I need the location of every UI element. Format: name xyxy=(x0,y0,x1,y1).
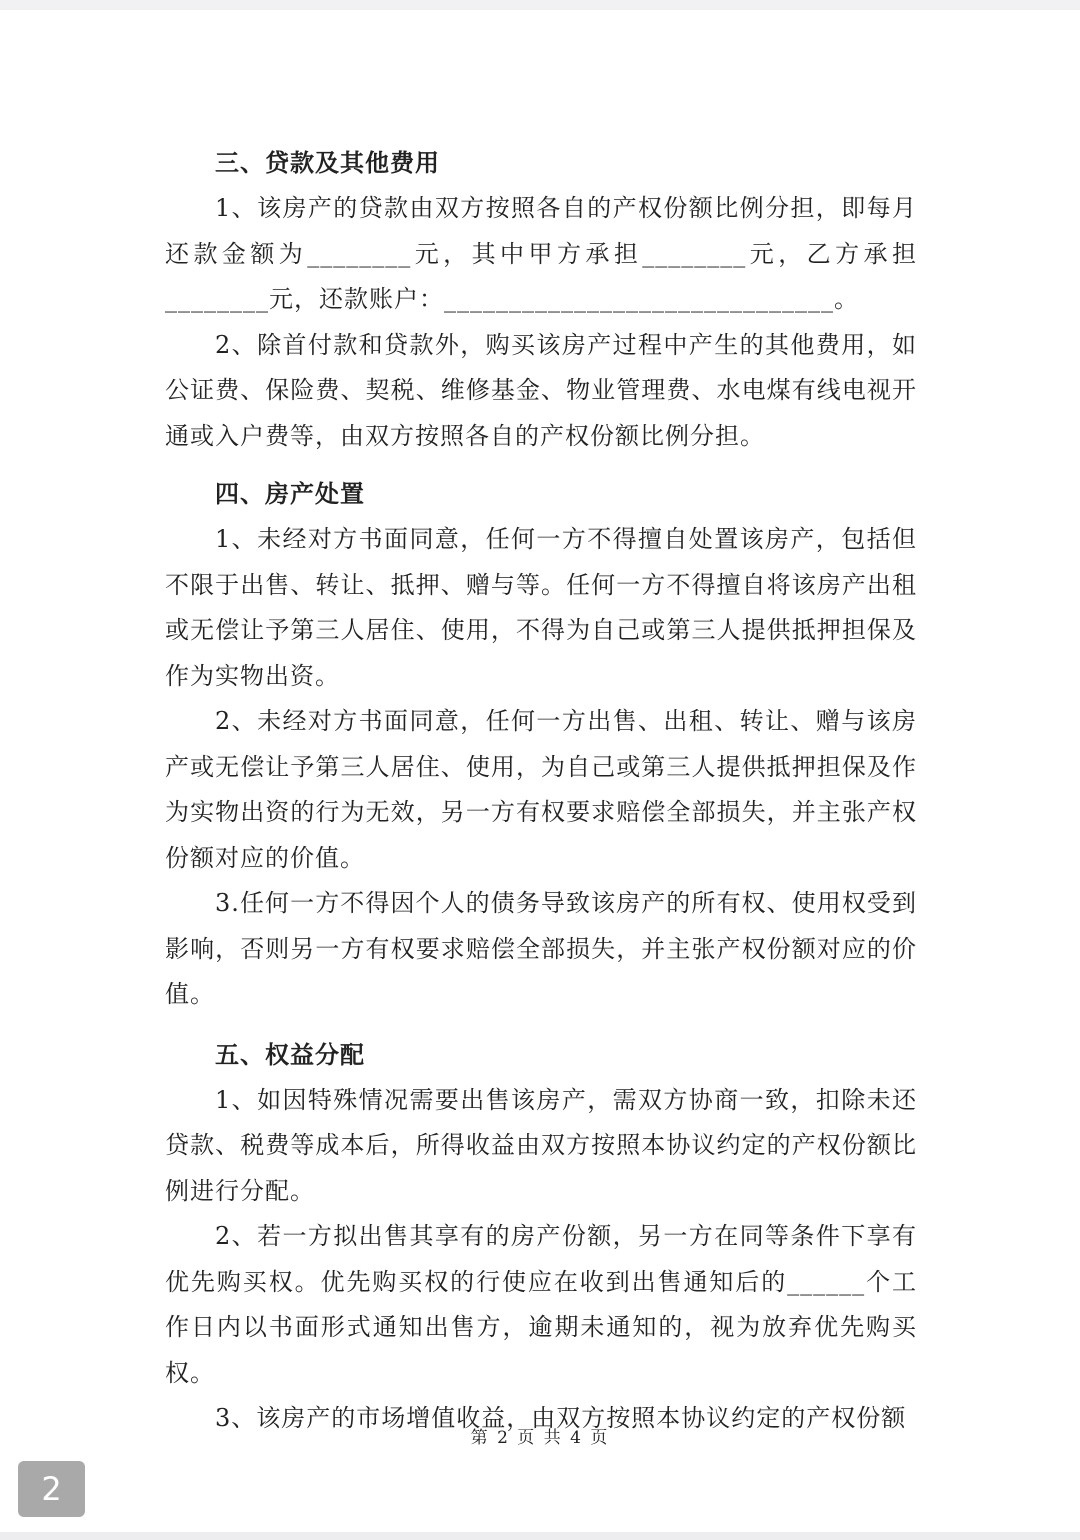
clause-paragraph: 1、如因特殊情况需要出售该房产，需双方协商一致，扣除未还贷款、税费等成本后，所得收益由双方按照本协议约定的产权份额比例进行分配。 xyxy=(165,1085,917,1205)
section-property-disposal xyxy=(165,471,917,1018)
clause-paragraph: 1、未经对方书面同意，任何一方不得擅自处置该房产，包括但不限于出售、转让、抵押、赠与等。任何一方不得擅自将该房产出租或无偿让予第三人居住、使用，不得为自己或第三人提供抵押担保及作为实物出资。 xyxy=(165,525,917,690)
document-page xyxy=(165,140,917,1442)
clause-paragraph: 2、若一方拟出售其享有的房产份额，另一方在同等条件下享有优先购买权。优先购买权的行使应在收到出售通知后的______个工作日内以书面形式通知出售方，逾期未通知的，视为放弃优先购买权。 xyxy=(165,1222,917,1387)
clause-paragraph: 3.任何一方不得因个人的债务导致该房产的所有权、使用权受到影响，否则另一方有权要求赔偿全部损失，并主张产权份额对应的价值。 xyxy=(165,889,917,1008)
clause-paragraph: 2、未经对方书面同意，任何一方出售、出租、转让、赠与该房产或无偿让予第三人居住、使用，为自己或第三人提供抵押担保及作为实物出资的行为无效，另一方有权要求赔偿全部损失，并主张产权份额对应的价值。 xyxy=(165,707,917,872)
clause-paragraph: 1、该房产的贷款由双方按照各自的产权份额比例分担，即每月还款金额为________元，其中甲方承担________元，乙方承担________元，还款账户：______________________________。 xyxy=(165,194,917,313)
section-heading: 五、权益分配 xyxy=(215,1039,365,1069)
clause-paragraph: 2、除首付款和贷款外，购买该房产过程中产生的其他费用，如公证费、保险费、契税、维修基金、物业管理费、水电煤有线电视开通或入户费等，由双方按照各自的产权份额比例分担。 xyxy=(165,330,917,450)
viewer-bottom-bar xyxy=(0,1532,1080,1540)
viewer-top-bar xyxy=(0,0,1080,10)
section-heading: 三、贷款及其他费用 xyxy=(215,148,440,177)
page-number-badge[interactable]: 2 xyxy=(18,1461,85,1517)
clause-paragraph: 3、该房产的市场增值收益，由双方按照本协议约定的产权份额 xyxy=(215,1404,907,1432)
page-footer: 第 2 页 共 4 页 xyxy=(470,1428,610,1448)
section-loan-and-fees xyxy=(165,140,917,459)
section-profit-distribution xyxy=(165,1032,917,1442)
section-heading: 四、房产处置 xyxy=(215,479,365,508)
